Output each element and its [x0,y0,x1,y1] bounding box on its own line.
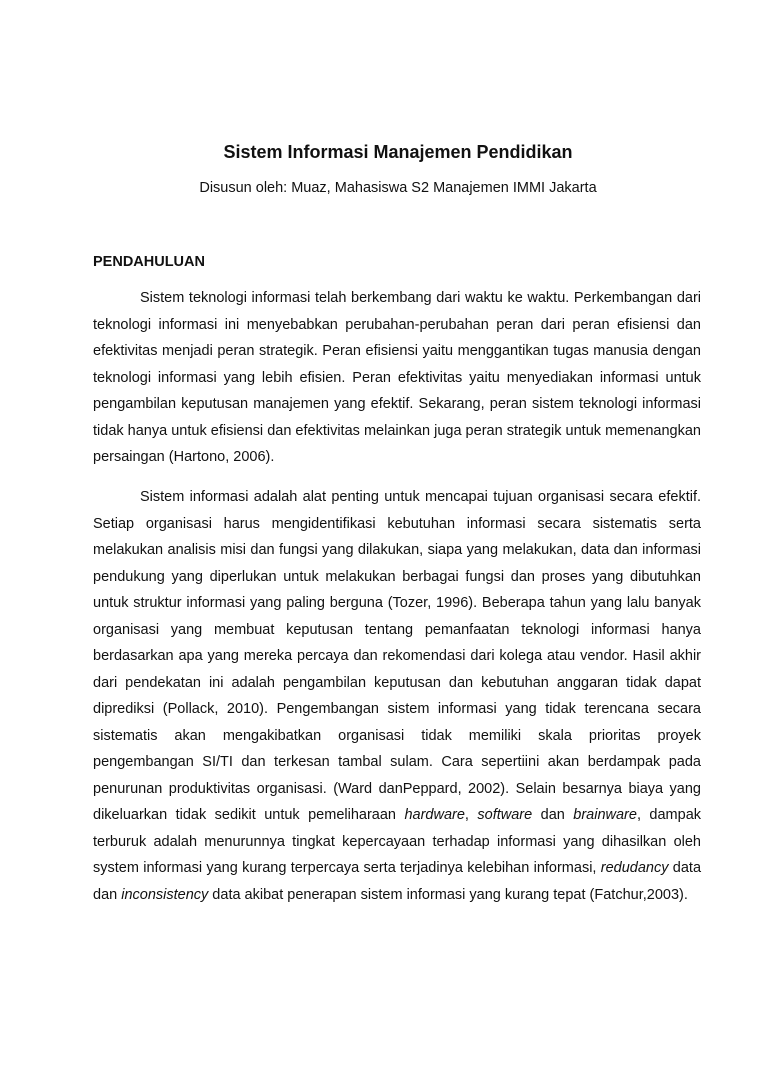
page-title: Sistem Informasi Manajemen Pendidikan [223,142,573,162]
term-brainware: brainware [573,807,637,823]
term-hardware: hardware [404,807,465,823]
paragraph-2-text-d: data akibat penerapan sistem informasi yang kurang tepat (Fatchur,2003). [208,886,688,903]
term-redudancy: redudancy [600,860,669,876]
section-heading: PENDAHULUAN [93,254,205,270]
paragraph-2-text-a: Sistem informasi adalah alat penting untuk mencapai tujuan organisasi secara efektif. Setiap organisasi harus mengidentifikasi kebutuhan informasi secara sistematis serta melakukan analisis misi dan fungsi yang dilakukan, siapa yang melakukan, data dan informasi pendukung yang diperlukan untuk melakukan berbagai fungsi dan proses yang dibutuhkan untuk struktur informasi yang paling berguna (Tozer, 1996). Beberapa tahun yang lalu banyak organisasi yang membuat keputusan tentang pemanfaatan teknologi informasi hanya berdasarkan apa yang mereka percaya dan rekomendasi dari kolega atau vendor. Hasil akhir dari pendekatan ini adalah pengambilan keputusan dan kebutuhan anggaran tidak dapat diprediksi (Pollack, 2010). Pengembangan sistem informasi yang tidak terencana secara sistematis akan mengakibatkan organisasi tidak memiliki skala prioritas proyek pengembangan SI/TI dan terkesan tambal sulam. Cara sepertiini akan berdampak pada penurunan produktivitas organisasi. (Ward danPeppard, 2002). Selain besarnya biaya yang dikeluarkan tidak sedikit untuk pemeliharaan [93,489,701,823]
term-inconsistency: inconsistency [121,886,209,903]
paragraph-2-text-b: , dampak terburuk adalah menurunnya tingkat kepercayaan terhadap informasi yang dihasilkan oleh system informasi yang kurang terpercaya serta terjadinya kelebihan informasi, [93,807,702,876]
paragraph-2-conjunction: dan [532,807,574,823]
term-software: software [477,807,533,823]
paragraph-2-text-c: data dan [93,860,702,903]
paragraph-2 [93,484,701,908]
paragraph-1: Sistem teknologi informasi telah berkembang dari waktu ke waktu. Perkembangan dari teknologi informasi ini menyebabkan perubahan-perubahan peran dari peran efisiensi dan efektivitas menjadi peran strategik. Peran efisiensi yaitu menggantikan tugas manusia dengan teknologi informasi yang lebih efisien. Peran efektivitas yaitu menyediakan informasi untuk pengambilan keputusan manajemen yang efektif. Sekarang, peran sistem teknologi informasi tidak hanya untuk efisiensi dan efektivitas melainkan juga peran strategik untuk memenangkan persaingan (Hartono, 2006). [93,290,701,465]
author-byline: Disusun oleh: Muaz, Mahasiswa S2 Manajemen IMMI Jakarta [199,180,597,196]
paragraph-2-separator: , [464,807,478,823]
